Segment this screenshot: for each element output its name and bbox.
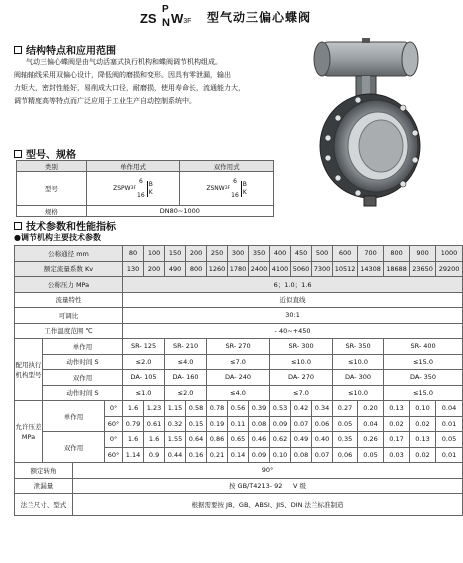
table-cell: ≤10.0 [333,354,384,370]
table-cell: 0.09 [249,447,270,463]
square-bullet-icon [14,46,22,54]
row-label: 动作时间 S [43,354,123,370]
table-cell: 0.79 [123,416,144,432]
table-cell: 0.78 [207,401,228,417]
table-row: 型号 ZSPW 3F 6 16 B K ZSNW 3F 6 16 B K [17,172,274,206]
table-cell: 0.13 [384,401,410,417]
table-cell: 0.04 [436,401,463,417]
table-cell: ≤10.0 [333,385,384,401]
table-cell: 1.14 [123,447,144,463]
row-label: 公称通径 mm [15,246,123,262]
table-cell: 0.39 [249,401,270,417]
table-cell: 按 GB/T4213- 92 V 级 [73,478,463,494]
table-cell: ≤2.0 [123,354,165,370]
table-cell: 0.58 [186,401,207,417]
actuator-label: 配用执行机构型号 [15,339,43,401]
table-cell: 0.04 [358,416,384,432]
row-label: 动作时间 S [43,385,123,401]
table-cell: 0.19 [207,416,228,432]
table-cell: 0.61 [144,416,165,432]
table-cell: 1.23 [144,401,165,417]
table-row [15,432,463,448]
table-row [15,323,463,339]
table-cell: 600 [333,246,358,262]
model-spec-table [16,160,274,217]
table-cell: DA- 160 [165,370,207,386]
table-cell: 1000 [436,246,463,262]
table-cell: ≤10.0 [270,354,333,370]
table-cell: SR- 300 [270,339,333,355]
table-cell: 0.32 [165,416,186,432]
table-cell: ≤4.0 [207,385,270,401]
intro-paragraph: 气动三偏心蝶阀是由气动活塞式执行机构和蝶阀调节机构组成。 阀轴轴线采用双偏心设计，降低阀的磨损和变形。因具有零泄漏，输出 力矩大，密封性能好，易削成大口径，耐磨损，使用寿命长，流通能力大， 调节精度高等特点而广泛应用于工业生产自动控制系统中。 [14,58,245,105]
row-label: 双作用 [43,432,105,463]
table-cell: 14308 [358,261,384,277]
table-cell: 2400 [249,261,270,277]
valve-illustration [278,38,443,208]
table-cell: 1.55 [165,432,186,448]
table-cell: 0.27 [333,401,358,417]
table-cell: 0.46 [249,432,270,448]
table-cell: 0.02 [384,416,410,432]
table-cell: DA- 270 [270,370,333,386]
table-cell: ≤2.0 [165,385,207,401]
table-cell: 900 [410,246,436,262]
square-bullet-icon [14,222,22,230]
table-cell: 0.08 [291,447,312,463]
table-cell: 0.01 [436,416,463,432]
table-cell: 0.07 [312,447,333,463]
table-cell: 0.06 [312,416,333,432]
table-cell: 100 [144,246,165,262]
table-cell: 0.11 [228,416,249,432]
table-cell: ≤7.0 [270,385,333,401]
table-cell: 0.08 [249,416,270,432]
table-cell: 0.13 [410,432,436,448]
table-cell: 0.01 [436,447,463,463]
table-cell: SR- 270 [207,339,270,355]
table-cell: 0.15 [186,416,207,432]
table-cell: 0.86 [207,432,228,448]
table-cell: 0.42 [291,401,312,417]
table-row [15,261,463,277]
table-row [15,385,463,401]
table-row: 规格 DN80~1000 [17,206,274,217]
table-cell: 0.07 [291,416,312,432]
table-cell: 0.40 [312,432,333,448]
page-title [0,4,451,32]
table-cell: 300 [228,246,249,262]
table-cell: ≤7.0 [207,354,270,370]
table-cell: 0.34 [312,401,333,417]
table-cell: 18688 [384,261,410,277]
table-cell: 0.02 [410,447,436,463]
table-cell: DA- 350 [384,370,463,386]
table-cell: 1.15 [165,401,186,417]
title-name: 型气动三偏心蝶阀 [207,10,312,25]
table-cell: 29200 [436,261,463,277]
section-tech: 技术参数和性能指标 [14,218,116,233]
table-row [15,370,463,386]
table-cell: 1.6 [123,432,144,448]
table-cell: 近似直线 [123,292,463,308]
table-cell: SR- 210 [165,339,207,355]
table-cell: 0.9 [144,447,165,463]
table-row [15,463,463,479]
row-label: 额定流量系数 Kv [15,261,123,277]
table-cell: ≤4.0 [165,354,207,370]
table-cell: 0.06 [333,447,358,463]
dp-label: 允许压差MPa [15,401,43,463]
table-cell: ≤1.0 [123,385,165,401]
table-cell: 0.14 [228,447,249,463]
table-cell: DA- 300 [333,370,384,386]
table-cell: 250 [207,246,228,262]
table-cell: DA- 105 [123,370,165,386]
table-cell: 0.44 [165,447,186,463]
table-cell: 400 [270,246,291,262]
table-cell: 0.64 [186,432,207,448]
table-cell: 130 [123,261,144,277]
table-cell: - 40~+450 [123,323,463,339]
table-cell: 0.49 [291,432,312,448]
table-cell: 0.35 [333,432,358,448]
table-cell: DA- 240 [207,370,270,386]
row-label: 可调比 [15,308,123,324]
table-cell: 6；1.0；1.6 [123,277,463,293]
table-cell: 700 [358,246,384,262]
table-cell: 1.6 [123,401,144,417]
row-label: 流量特性 [15,292,123,308]
table-cell: SR- 125 [123,339,165,355]
table-cell: 80 [123,246,144,262]
table-cell: 4100 [270,261,291,277]
table-cell: 0.21 [207,447,228,463]
section-model: 型号、规格 [14,146,76,161]
angle-cell: 60° [105,416,123,432]
table-cell: SR- 350 [333,339,384,355]
table-cell: 0.17 [384,432,410,448]
table-cell: 0.56 [228,401,249,417]
table-row [15,246,463,262]
table-cell: 0.62 [270,432,291,448]
model-prefix: ZS P N W3F [139,4,192,29]
table-cell: 30:1 [123,308,463,324]
table-cell: 490 [165,261,186,277]
row-label: 泄漏量 [15,478,73,494]
table-cell: 0.03 [384,447,410,463]
table-row [15,292,463,308]
table-cell: 200 [144,261,165,277]
table-row [15,339,463,355]
table-cell: 0.05 [436,432,463,448]
square-bullet-icon [14,150,22,158]
row-label: 单作用 [43,339,123,355]
table-cell: 0.05 [358,447,384,463]
row-label: 额定转角 [15,463,73,479]
table-cell: 90° [73,463,463,479]
table-row: 类别 单作用式 双作用式 [17,161,274,172]
table-row [15,277,463,293]
table-row [15,401,463,417]
tech-params-table [14,245,463,516]
table-cell: 根据需要按 JB、GB、ABSI、JIS、DIN 法兰标准制造 [73,494,463,516]
table-row [15,478,463,494]
table-cell: 0.53 [270,401,291,417]
table-cell: 500 [312,246,333,262]
table-cell: 350 [249,246,270,262]
table-cell: 0.05 [333,416,358,432]
table-cell: ≤15.0 [384,385,463,401]
table-cell: 0.20 [358,401,384,417]
table-row [15,354,463,370]
table-cell: 200 [186,246,207,262]
table-cell: 0.16 [186,447,207,463]
section-structure: 结构特点和应用范围 [14,42,116,57]
row-label: 工作温度范围 ℃ [15,323,123,339]
table-cell: 1.6 [144,432,165,448]
table-cell: 7300 [312,261,333,277]
table-cell: 1260 [207,261,228,277]
table-cell: 10512 [333,261,358,277]
table-cell: 0.10 [410,401,436,417]
angle-cell: 0° [105,432,123,448]
row-label: 公称压力 MPa [15,277,123,293]
double-model-code: ZSNW 3F 6 16 B K [206,178,247,199]
table-cell: 0.10 [270,447,291,463]
table-cell: 450 [291,246,312,262]
table-row [15,308,463,324]
table-cell: ≤15.0 [384,354,463,370]
angle-cell: 60° [105,447,123,463]
angle-cell: 0° [105,401,123,417]
table-cell: 23650 [410,261,436,277]
table-cell: 0.09 [270,416,291,432]
row-label: 双作用 [43,370,123,386]
table-cell: 0.26 [358,432,384,448]
table-cell: 5060 [291,261,312,277]
tech-subheading: ●调节机构主要技术参数 [14,233,101,242]
table-row [15,494,463,516]
table-cell: SR- 400 [384,339,463,355]
row-label: 法兰尺寸、型式 [15,494,73,516]
table-cell: 800 [186,261,207,277]
row-label: 单作用 [43,401,105,432]
table-cell: 150 [165,246,186,262]
single-model-code: ZSPW 3F 6 16 B K [113,178,153,199]
table-cell: 800 [384,246,410,262]
table-cell: 0.02 [410,416,436,432]
table-cell: 0.65 [228,432,249,448]
table-cell: 1780 [228,261,249,277]
